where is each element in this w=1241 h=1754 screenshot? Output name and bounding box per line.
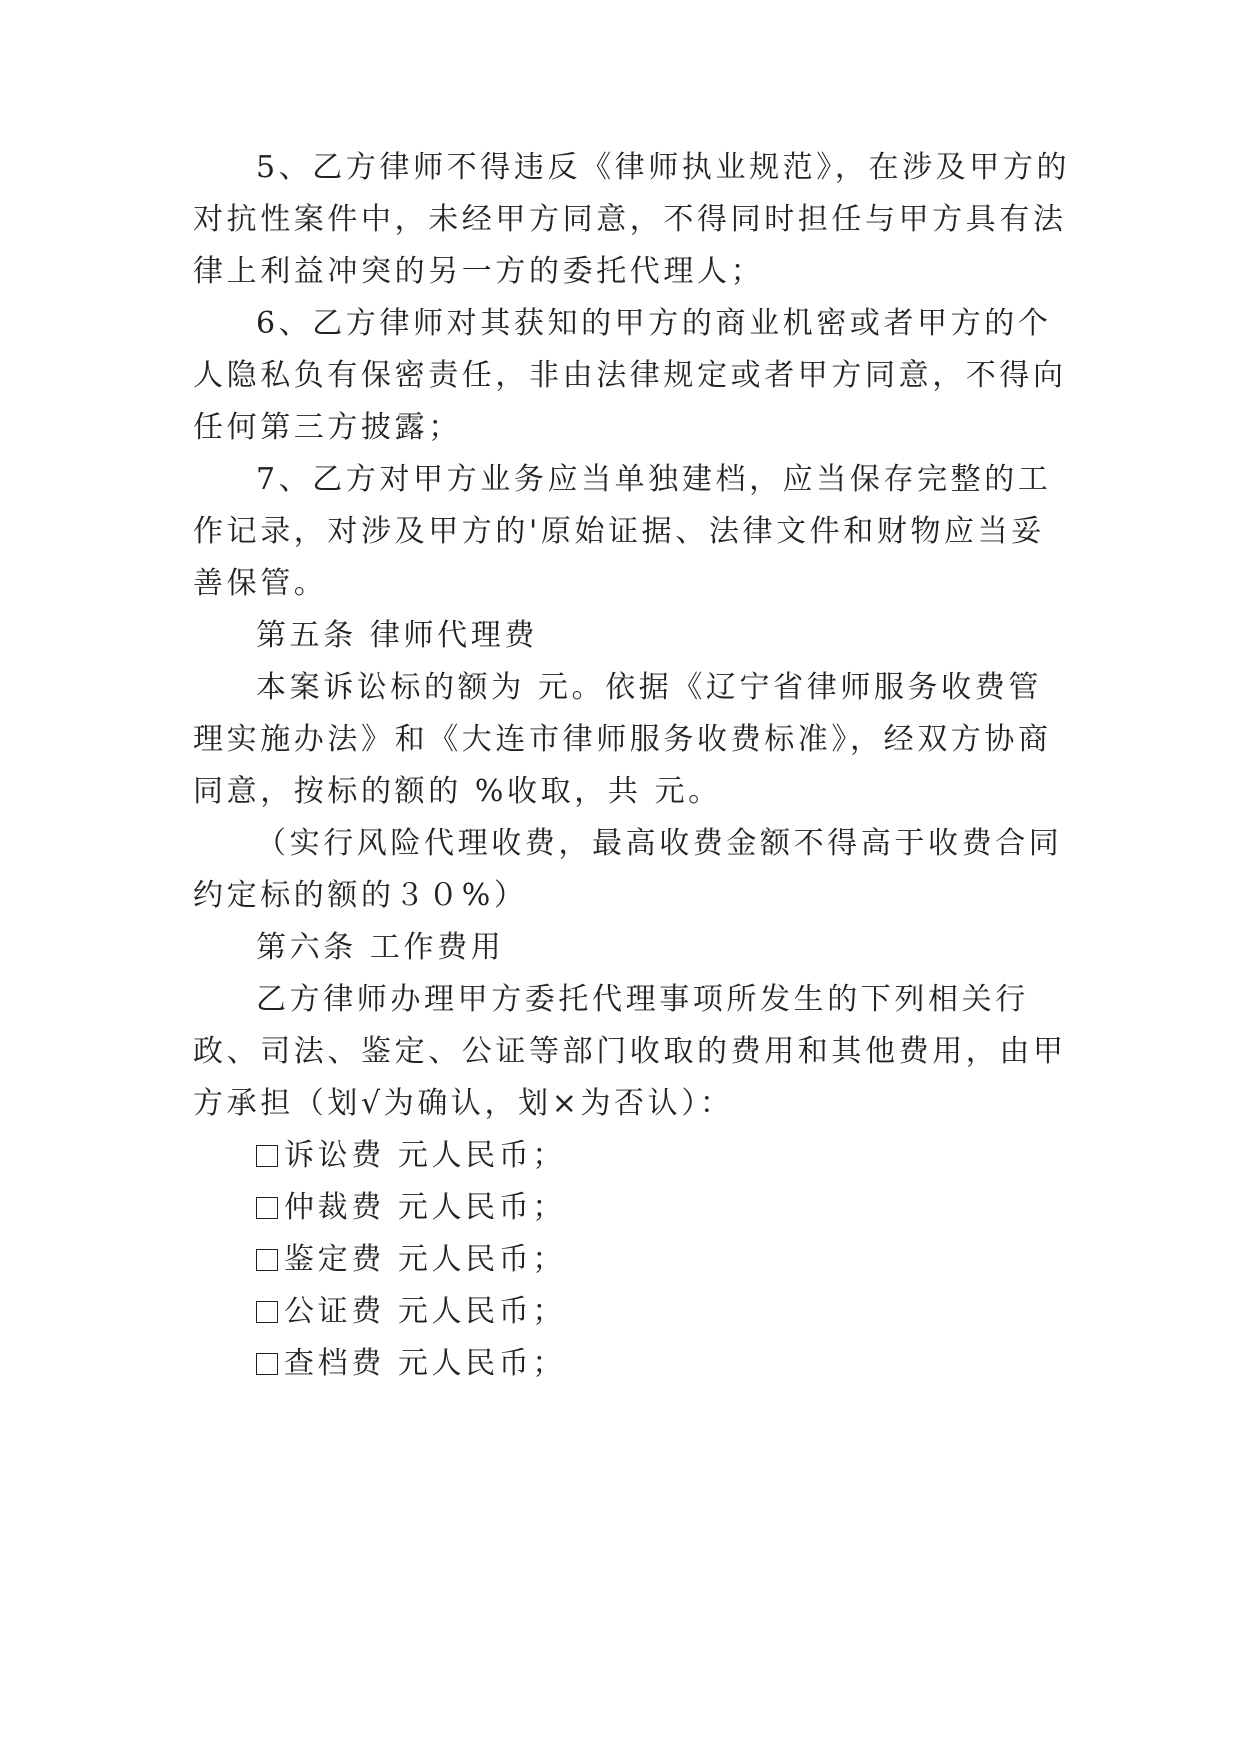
fee-item-appraisal [256, 1240, 1116, 1280]
checkbox-icon[interactable] [256, 1249, 278, 1271]
article-6-line-2: 政、司法、鉴定、公证等部门收取的费用和其他费用，由甲 [193, 1034, 1067, 1069]
fee-item-archive [256, 1344, 1116, 1384]
clause-5-line-1: 5、乙方律师不得违反《律师执业规范》，在涉及甲方的 [256, 150, 1071, 185]
fee-item-label: 诉讼费 元人民币； [284, 1138, 566, 1173]
risk-note-line-2: 约定标的额的３０%） [193, 878, 528, 913]
article-6-line-1: 乙方律师办理甲方委托代理事项所发生的下列相关行 [256, 982, 1029, 1017]
fee-item-litigation [256, 1136, 1116, 1176]
article-5-heading: 第五条 律师代理费 [256, 618, 538, 653]
clause-5-line-3: 律上利益冲突的另一方的委托代理人； [193, 254, 765, 289]
clause-6-line-3: 任何第三方披露； [193, 410, 462, 445]
checkbox-icon[interactable] [256, 1145, 278, 1167]
fee-item-label: 查档费 元人民币； [284, 1346, 566, 1381]
article-6-heading: 第六条 工作费用 [256, 930, 505, 965]
checkbox-icon[interactable] [256, 1353, 278, 1375]
article-5-line-1: 本案诉讼标的额为 元。依据《辽宁省律师服务收费管 [256, 670, 1042, 705]
article-6-line-3: 方承担（划√为确认，划×为否认）： [193, 1086, 734, 1121]
risk-note-line-1: （实行风险代理收费，最高收费金额不得高于收费合同 [256, 826, 1063, 861]
article-5-line-2: 理实施办法》和《大连市律师服务收费标准》，经双方协商 [193, 722, 1052, 757]
clause-6-line-2: 人隐私负有保密责任，非由法律规定或者甲方同意，不得向 [193, 358, 1067, 393]
clause-6-line-1: 6、乙方律师对其获知的甲方的商业机密或者甲方的个 [256, 306, 1052, 341]
fee-item-label: 仲裁费 元人民币； [284, 1190, 566, 1225]
clause-7-line-1: 7、乙方对甲方业务应当单独建档，应当保存完整的工 [256, 462, 1052, 497]
clause-7-line-3: 善保管。 [193, 566, 328, 601]
checkbox-icon[interactable] [256, 1301, 278, 1323]
fee-item-arbitration [256, 1188, 1116, 1228]
fee-item-label: 公证费 元人民币； [284, 1294, 566, 1329]
clause-7-line-2: 作记录，对涉及甲方的'原始证据、法律文件和财物应当妥 [193, 514, 1045, 549]
article-5-line-3: 同意，按标的额的 %收取，共 元。 [193, 774, 722, 809]
fee-item-label: 鉴定费 元人民币； [284, 1242, 566, 1277]
checkbox-icon[interactable] [256, 1197, 278, 1219]
fee-item-notary [256, 1292, 1116, 1332]
clause-5-line-2: 对抗性案件中，未经甲方同意，不得同时担任与甲方具有法 [193, 202, 1067, 237]
